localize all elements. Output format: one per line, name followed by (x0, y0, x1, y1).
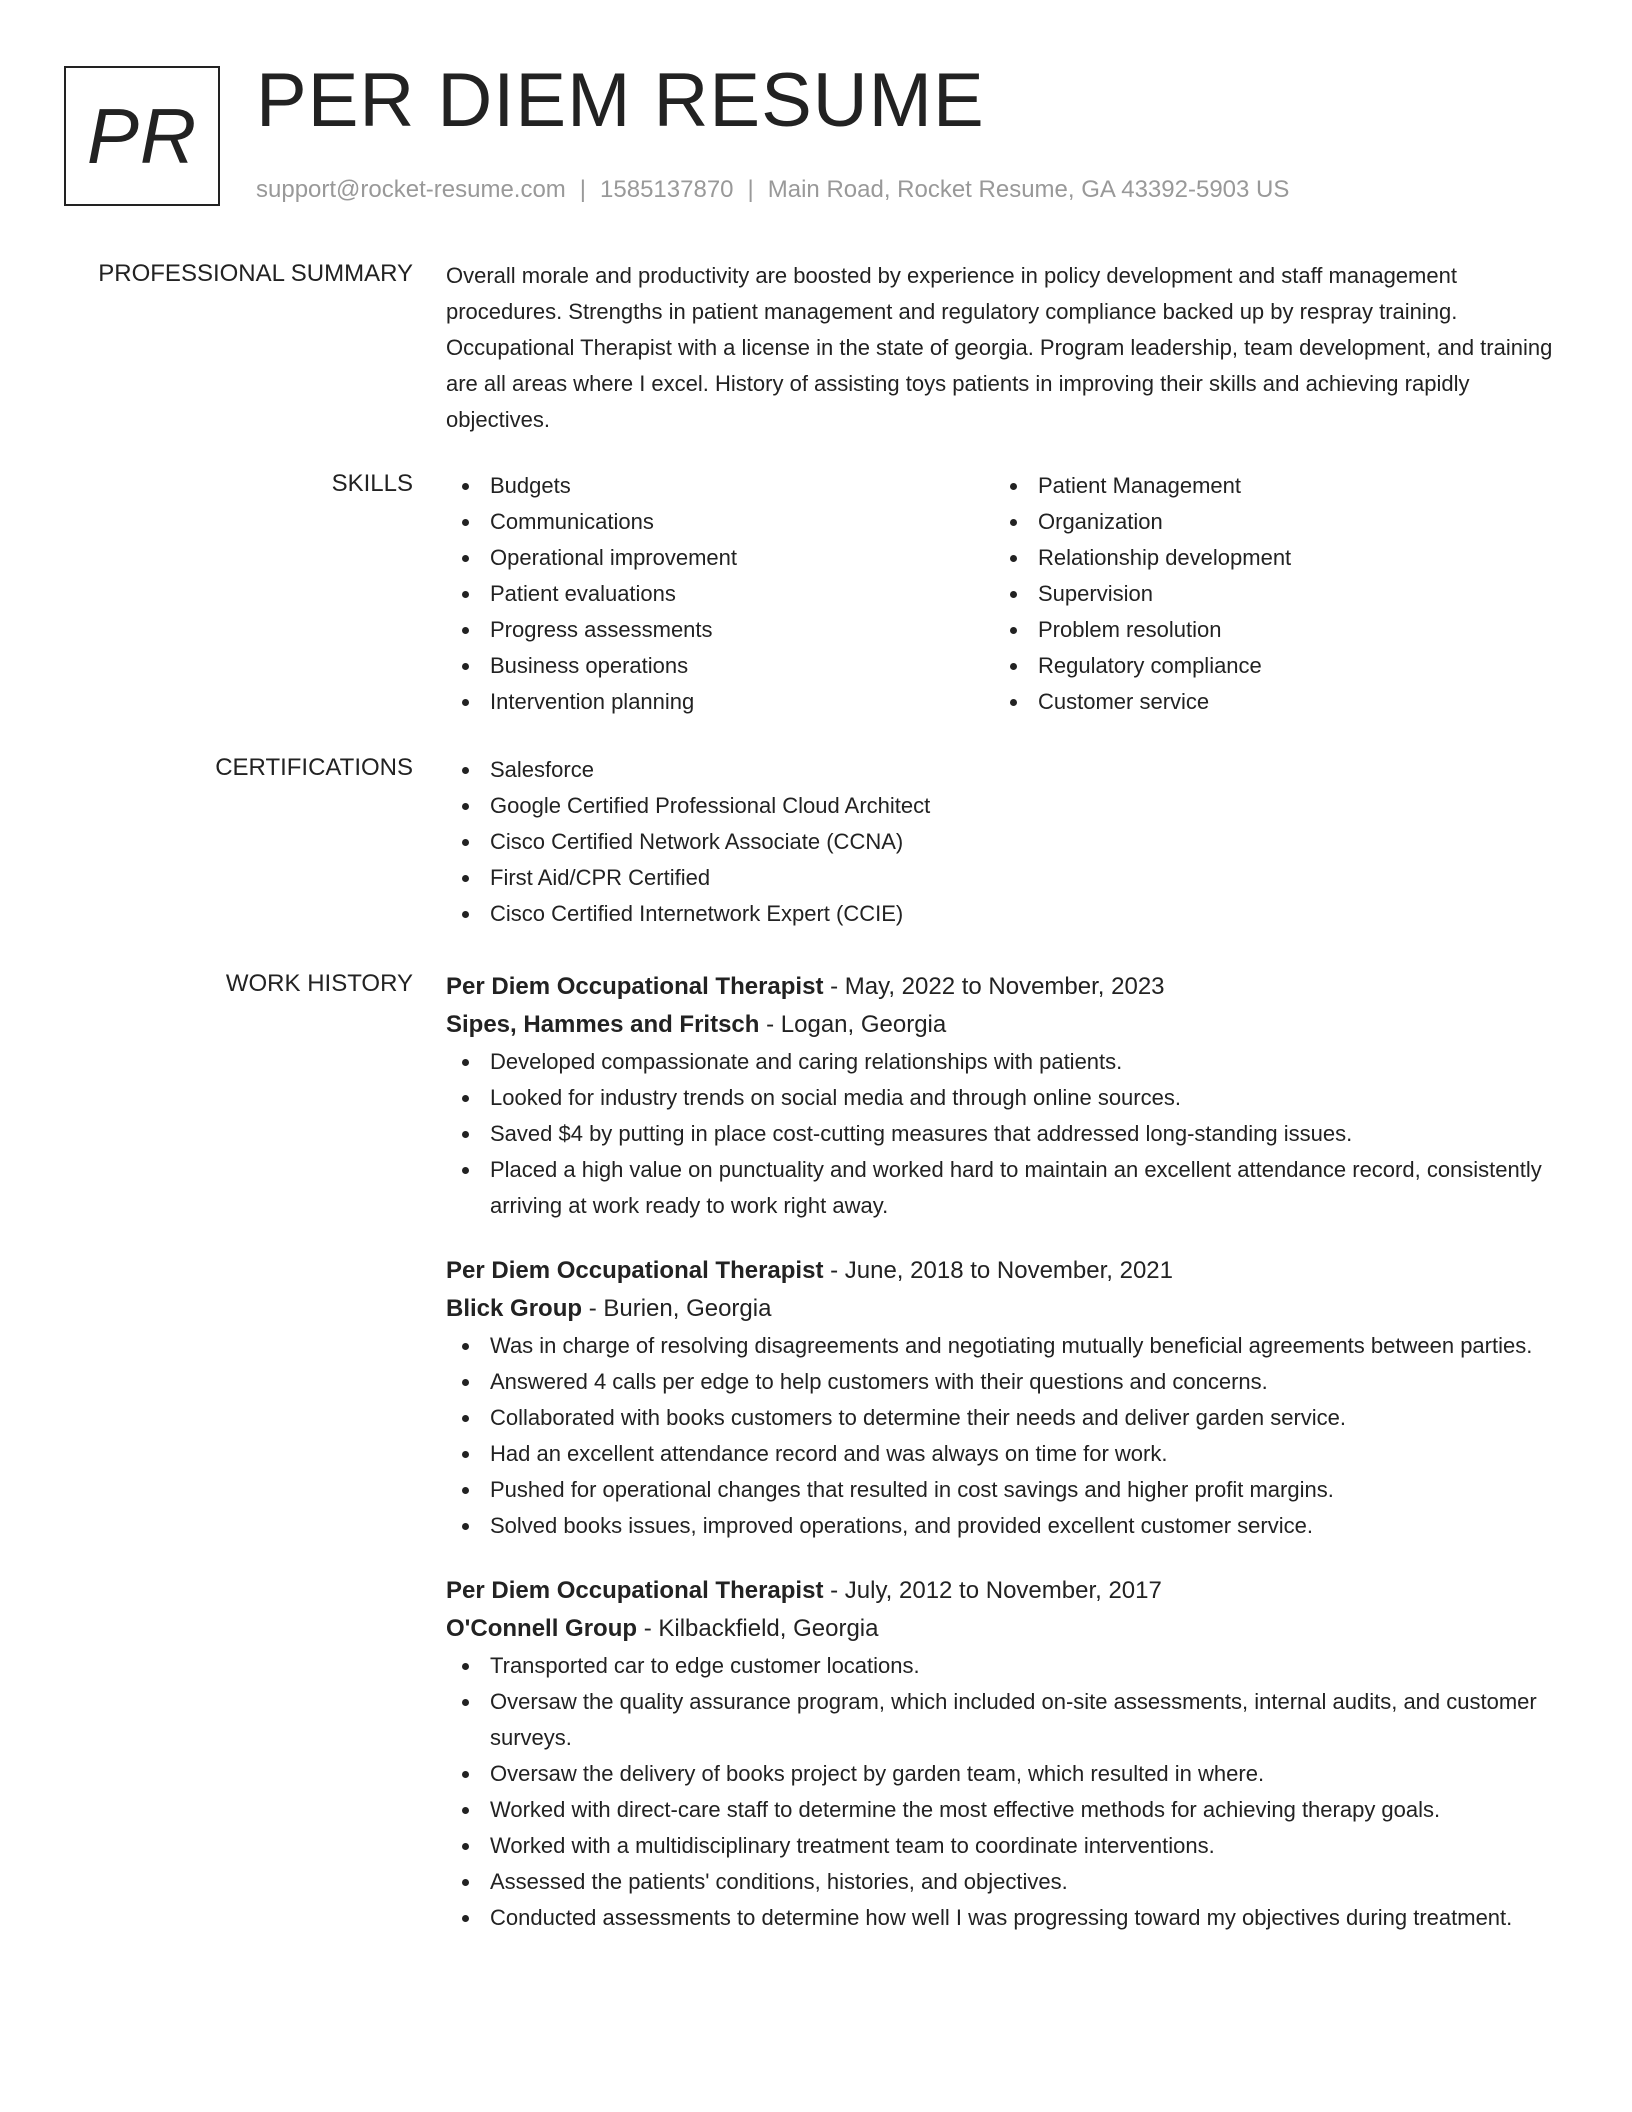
contact-phone[interactable]: 1585137870 (600, 176, 734, 203)
job-duty-item: Oversaw the delivery of books project by garden team, which resulted in where. (446, 1756, 1556, 1792)
certification-item: Google Certified Professional Cloud Architect (446, 788, 1556, 824)
job-dates: - July, 2012 to November, 2017 (823, 1577, 1162, 1604)
job-dates: - May, 2022 to November, 2023 (823, 973, 1165, 1000)
job-duties-list (446, 1328, 1556, 1544)
page-title: PER DIEM RESUME (256, 58, 985, 143)
job-title-line (446, 1252, 1556, 1290)
job-title: Per Diem Occupational Therapist (446, 973, 824, 1000)
skill-item: Regulatory compliance (994, 648, 1542, 684)
job-duty-item: Conducted assessments to determine how well I was progressing toward my objectives during treatment. (446, 1900, 1556, 1936)
certification-item: First Aid/CPR Certified (446, 860, 1556, 896)
contact-line (256, 174, 1289, 206)
skill-item: Business operations (446, 648, 994, 684)
job-duty-item: Oversaw the quality assurance program, which included on-site assessments, internal audits, and customer surveys. (446, 1684, 1556, 1756)
job-duties-list (446, 1648, 1556, 1936)
job-location: - Kilbackfield, Georgia (637, 1615, 879, 1642)
job-duty-item: Solved books issues, improved operations, and provided excellent customer service. (446, 1508, 1556, 1544)
skills-body (446, 468, 1556, 720)
job-title: Per Diem Occupational Therapist (446, 1577, 824, 1604)
skills-heading: SKILLS (331, 470, 413, 497)
job-entry (446, 1252, 1556, 1544)
job-title-line (446, 968, 1556, 1006)
contact-address: Main Road, Rocket Resume, GA 43392-5903 US (767, 176, 1290, 203)
contact-separator: | (579, 176, 587, 203)
job-company-line (446, 1290, 1556, 1328)
job-duty-item: Pushed for operational changes that resulted in cost savings and higher profit margins. (446, 1472, 1556, 1508)
skill-item: Communications (446, 504, 994, 540)
certification-item: Cisco Certified Internetwork Expert (CCIE) (446, 896, 1556, 932)
summary-text: Overall morale and productivity are boosted by experience in policy development and staff management procedures. Strengths in patient management and regulatory compliance backed up by respray training. Occupational Therapist with a license in the state of georgia. Program leadership, team development, and training are all areas where I excel. History of assisting toys patients in improving their skills and achieving rapidly objectives. (446, 263, 1553, 432)
job-duty-item: Worked with a multidisciplinary treatment team to coordinate interventions. (446, 1828, 1556, 1864)
job-duty-item: Saved $4 by putting in place cost-cutting measures that addressed long-standing issues. (446, 1116, 1556, 1152)
skills-list-left (446, 468, 994, 720)
skill-item: Patient Management (994, 468, 1542, 504)
certification-item: Cisco Certified Network Associate (CCNA) (446, 824, 1556, 860)
job-duty-item: Was in charge of resolving disagreements and negotiating mutually beneficial agreements between parties. (446, 1328, 1556, 1364)
job-duty-item: Answered 4 calls per edge to help customers with their questions and concerns. (446, 1364, 1556, 1400)
skill-item: Budgets (446, 468, 994, 504)
certifications-list (446, 752, 1556, 932)
skill-item: Patient evaluations (446, 576, 994, 612)
job-entry (446, 968, 1556, 1224)
job-location: - Burien, Georgia (582, 1295, 772, 1322)
skill-item: Relationship development (994, 540, 1542, 576)
job-company: O'Connell Group (446, 1615, 638, 1642)
job-company: Sipes, Hammes and Fritsch (446, 1011, 760, 1038)
job-duty-item: Worked with direct-care staff to determine the most effective methods for achieving therapy goals. (446, 1792, 1556, 1828)
skill-item: Operational improvement (446, 540, 994, 576)
certifications-heading: CERTIFICATIONS (215, 754, 413, 781)
monogram-logo: PR (64, 66, 220, 206)
job-duty-item: Transported car to edge customer locations. (446, 1648, 1556, 1684)
skill-item: Customer service (994, 684, 1542, 720)
certifications-body (446, 752, 1556, 932)
work-history-body (446, 968, 1556, 1936)
job-duty-item: Assessed the patients' conditions, histories, and objectives. (446, 1864, 1556, 1900)
work-history-heading: WORK HISTORY (225, 970, 413, 997)
job-duty-item: Placed a high value on punctuality and worked hard to maintain an excellent attendance record, consistently arriving at work ready to work right away. (446, 1152, 1556, 1224)
job-title-line (446, 1572, 1556, 1610)
job-duty-item: Had an excellent attendance record and was always on time for work. (446, 1436, 1556, 1472)
skill-item: Organization (994, 504, 1542, 540)
job-duties-list (446, 1044, 1556, 1224)
skill-item: Problem resolution (994, 612, 1542, 648)
job-duty-item: Developed compassionate and caring relationships with patients. (446, 1044, 1556, 1080)
job-duty-item: Looked for industry trends on social media and through online sources. (446, 1080, 1556, 1116)
skill-item: Intervention planning (446, 684, 994, 720)
contact-separator: | (747, 176, 754, 203)
job-title: Per Diem Occupational Therapist (446, 1257, 824, 1284)
summary-heading: PROFESSIONAL SUMMARY (98, 260, 413, 287)
contact-email[interactable]: support@rocket-resume.com (256, 176, 566, 203)
job-entry (446, 1572, 1556, 1936)
skills-list-right (994, 468, 1542, 720)
skill-item: Progress assessments (446, 612, 994, 648)
certification-item: Salesforce (446, 752, 1556, 788)
job-dates: - June, 2018 to November, 2021 (823, 1257, 1173, 1284)
job-company: Blick Group (446, 1295, 583, 1322)
job-location: - Logan, Georgia (759, 1011, 947, 1038)
job-company-line (446, 1006, 1556, 1044)
job-company-line (446, 1610, 1556, 1648)
skill-item: Supervision (994, 576, 1542, 612)
job-duty-item: Collaborated with books customers to determine their needs and deliver garden service. (446, 1400, 1556, 1436)
